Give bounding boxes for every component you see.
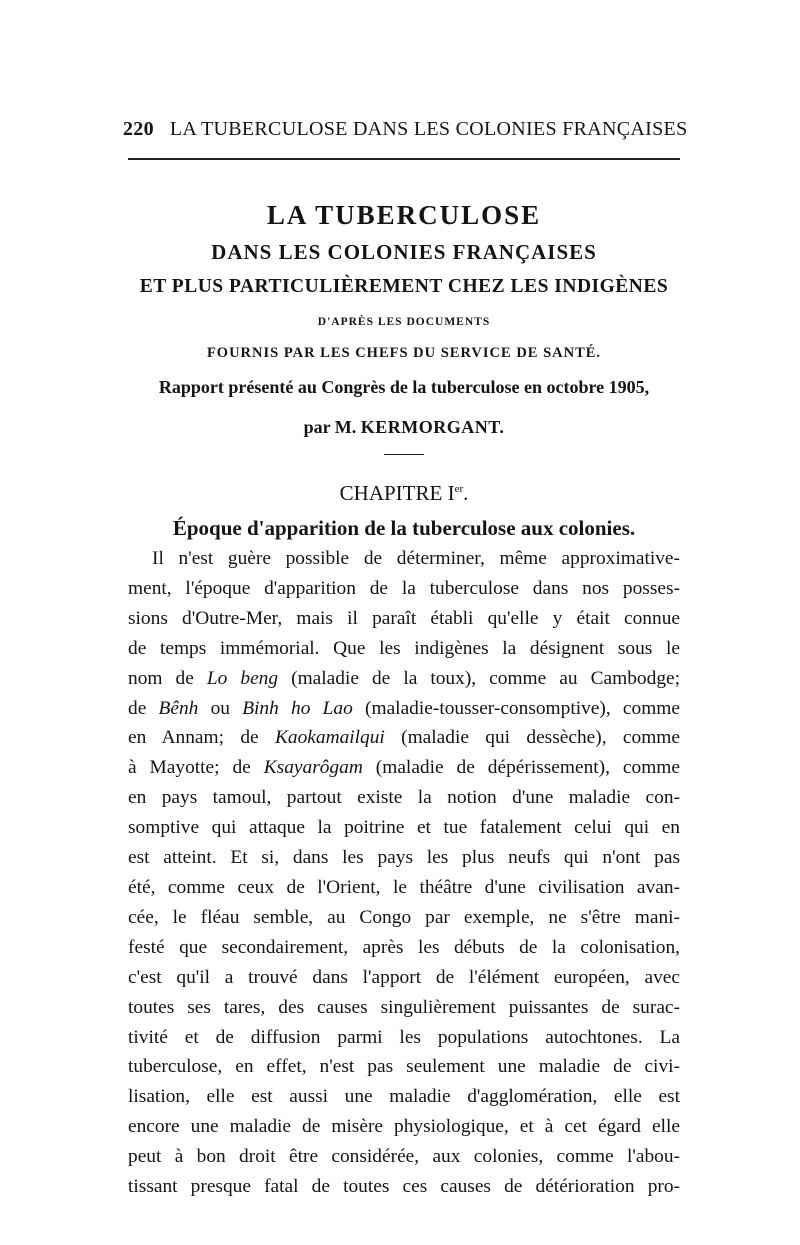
body-paragraph [128, 544, 680, 1202]
text-line: tissant presque fatal de toutes ces causes de détérioration pro- [128, 1176, 680, 1198]
author-prefix: par M. [303, 417, 357, 437]
text-line: lisation, elle est aussi une maladie d'agglomération, elle est [128, 1086, 680, 1108]
text-line [128, 664, 680, 694]
text-line: toutes ses tares, des causes singulièrement puissantes de surac- [128, 996, 680, 1018]
term-kaokamailqui: Kaokamailqui [274, 727, 385, 749]
text-span: à Mayotte; de [128, 757, 251, 779]
running-title: LA TUBERCULOSE DANS LES COLONIES FRANÇAISES [169, 118, 688, 140]
chapter-label: CHAPITRE I [339, 481, 455, 505]
term-binh-ho-lao: Binh ho Lao [242, 697, 353, 719]
title-line-3: ET PLUS PARTICULIÈREMENT CHEZ LES INDIGÈNES [139, 276, 669, 297]
chapter-subtitle: Époque d'apparition de la tuberculose aux colonies. [172, 516, 636, 540]
title-line-2: DANS LES COLONIES FRANÇAISES [211, 240, 597, 264]
chapter-label-end: . [463, 481, 469, 505]
text-line: tivité et de diffusion parmi les populations autochtones. La [128, 1026, 680, 1048]
text-line: festé que secondairement, après les débuts de la colonisation, [128, 936, 680, 958]
text-line: somptive qui attaque la poitrine et tue fatalement celui qui en [128, 817, 680, 839]
text-line [128, 694, 680, 724]
text-line: ment, l'époque d'apparition de la tuberculose dans nos posses- [128, 577, 680, 599]
page-number: 220 [123, 118, 154, 140]
term-lo-beng: Lo beng [206, 667, 279, 689]
header-rule [128, 158, 680, 160]
text-span: (maladie de dépérissement), comme [375, 757, 680, 779]
running-header [123, 118, 688, 141]
text-span: (maladie qui dessèche), comme [401, 727, 680, 749]
text-span: ou [210, 697, 230, 719]
author-name: KERMORGANT. [360, 417, 505, 437]
chapter-heading [128, 475, 680, 507]
title-line-5: FOURNIS PAR LES CHEFS DU SERVICE DE SANTÉ. [206, 345, 602, 361]
title-line-4: D'APRÈS LES DOCUMENTS [317, 316, 491, 328]
text-span: (maladie de la toux), comme au Cambodge; [291, 667, 681, 689]
text-span: en Annam; de [128, 727, 259, 749]
text-line: cée, le fléau semble, au Congo par exemple, ne s'être mani- [128, 906, 680, 928]
main-title: LA TUBERCULOSE [266, 200, 542, 230]
text-line [128, 753, 680, 783]
text-line: tuberculose, en effet, n'est pas seulement une maladie de civi- [128, 1056, 680, 1078]
chapter-label-sup: er [454, 483, 464, 495]
text-line: en pays tamoul, partout existe la notion d'une maladie con- [128, 787, 680, 809]
author-line [128, 414, 680, 440]
report-note: Rapport présenté au Congrès de la tuberculose en octobre 1905, [158, 377, 650, 397]
text-line: est atteint. Et si, dans les pays les plus neufs qui n'ont pas [128, 847, 680, 869]
title-divider [384, 454, 424, 455]
term-ksayarogam: Ksayarôgam [263, 757, 363, 779]
text-line: été, comme ceux de l'Orient, le théâtre d'une civilisation avan- [128, 876, 680, 898]
text-line: sions d'Outre-Mer, mais il paraît établi qu'elle y était connue [128, 607, 680, 629]
text-line [128, 723, 680, 753]
text-span: de [128, 697, 147, 719]
text-line: peut à bon droit être considérée, aux colonies, comme l'abou- [128, 1146, 680, 1168]
title-block [128, 198, 680, 543]
text-line: encore une maladie de misère physiologique, et à cet égard elle [128, 1116, 680, 1138]
text-span: (maladie-tousser-consomptive), comme [365, 697, 680, 719]
text-line: de temps immémorial. Que les indigènes la désignent sous le [128, 637, 680, 659]
text-line: c'est qu'il a trouvé dans l'apport de l'élément européen, avec [128, 966, 680, 988]
text-line: Il n'est guère possible de déterminer, même approximative- [152, 548, 680, 569]
text-span: nom de [128, 667, 194, 689]
term-benh: Bênh [158, 697, 199, 719]
